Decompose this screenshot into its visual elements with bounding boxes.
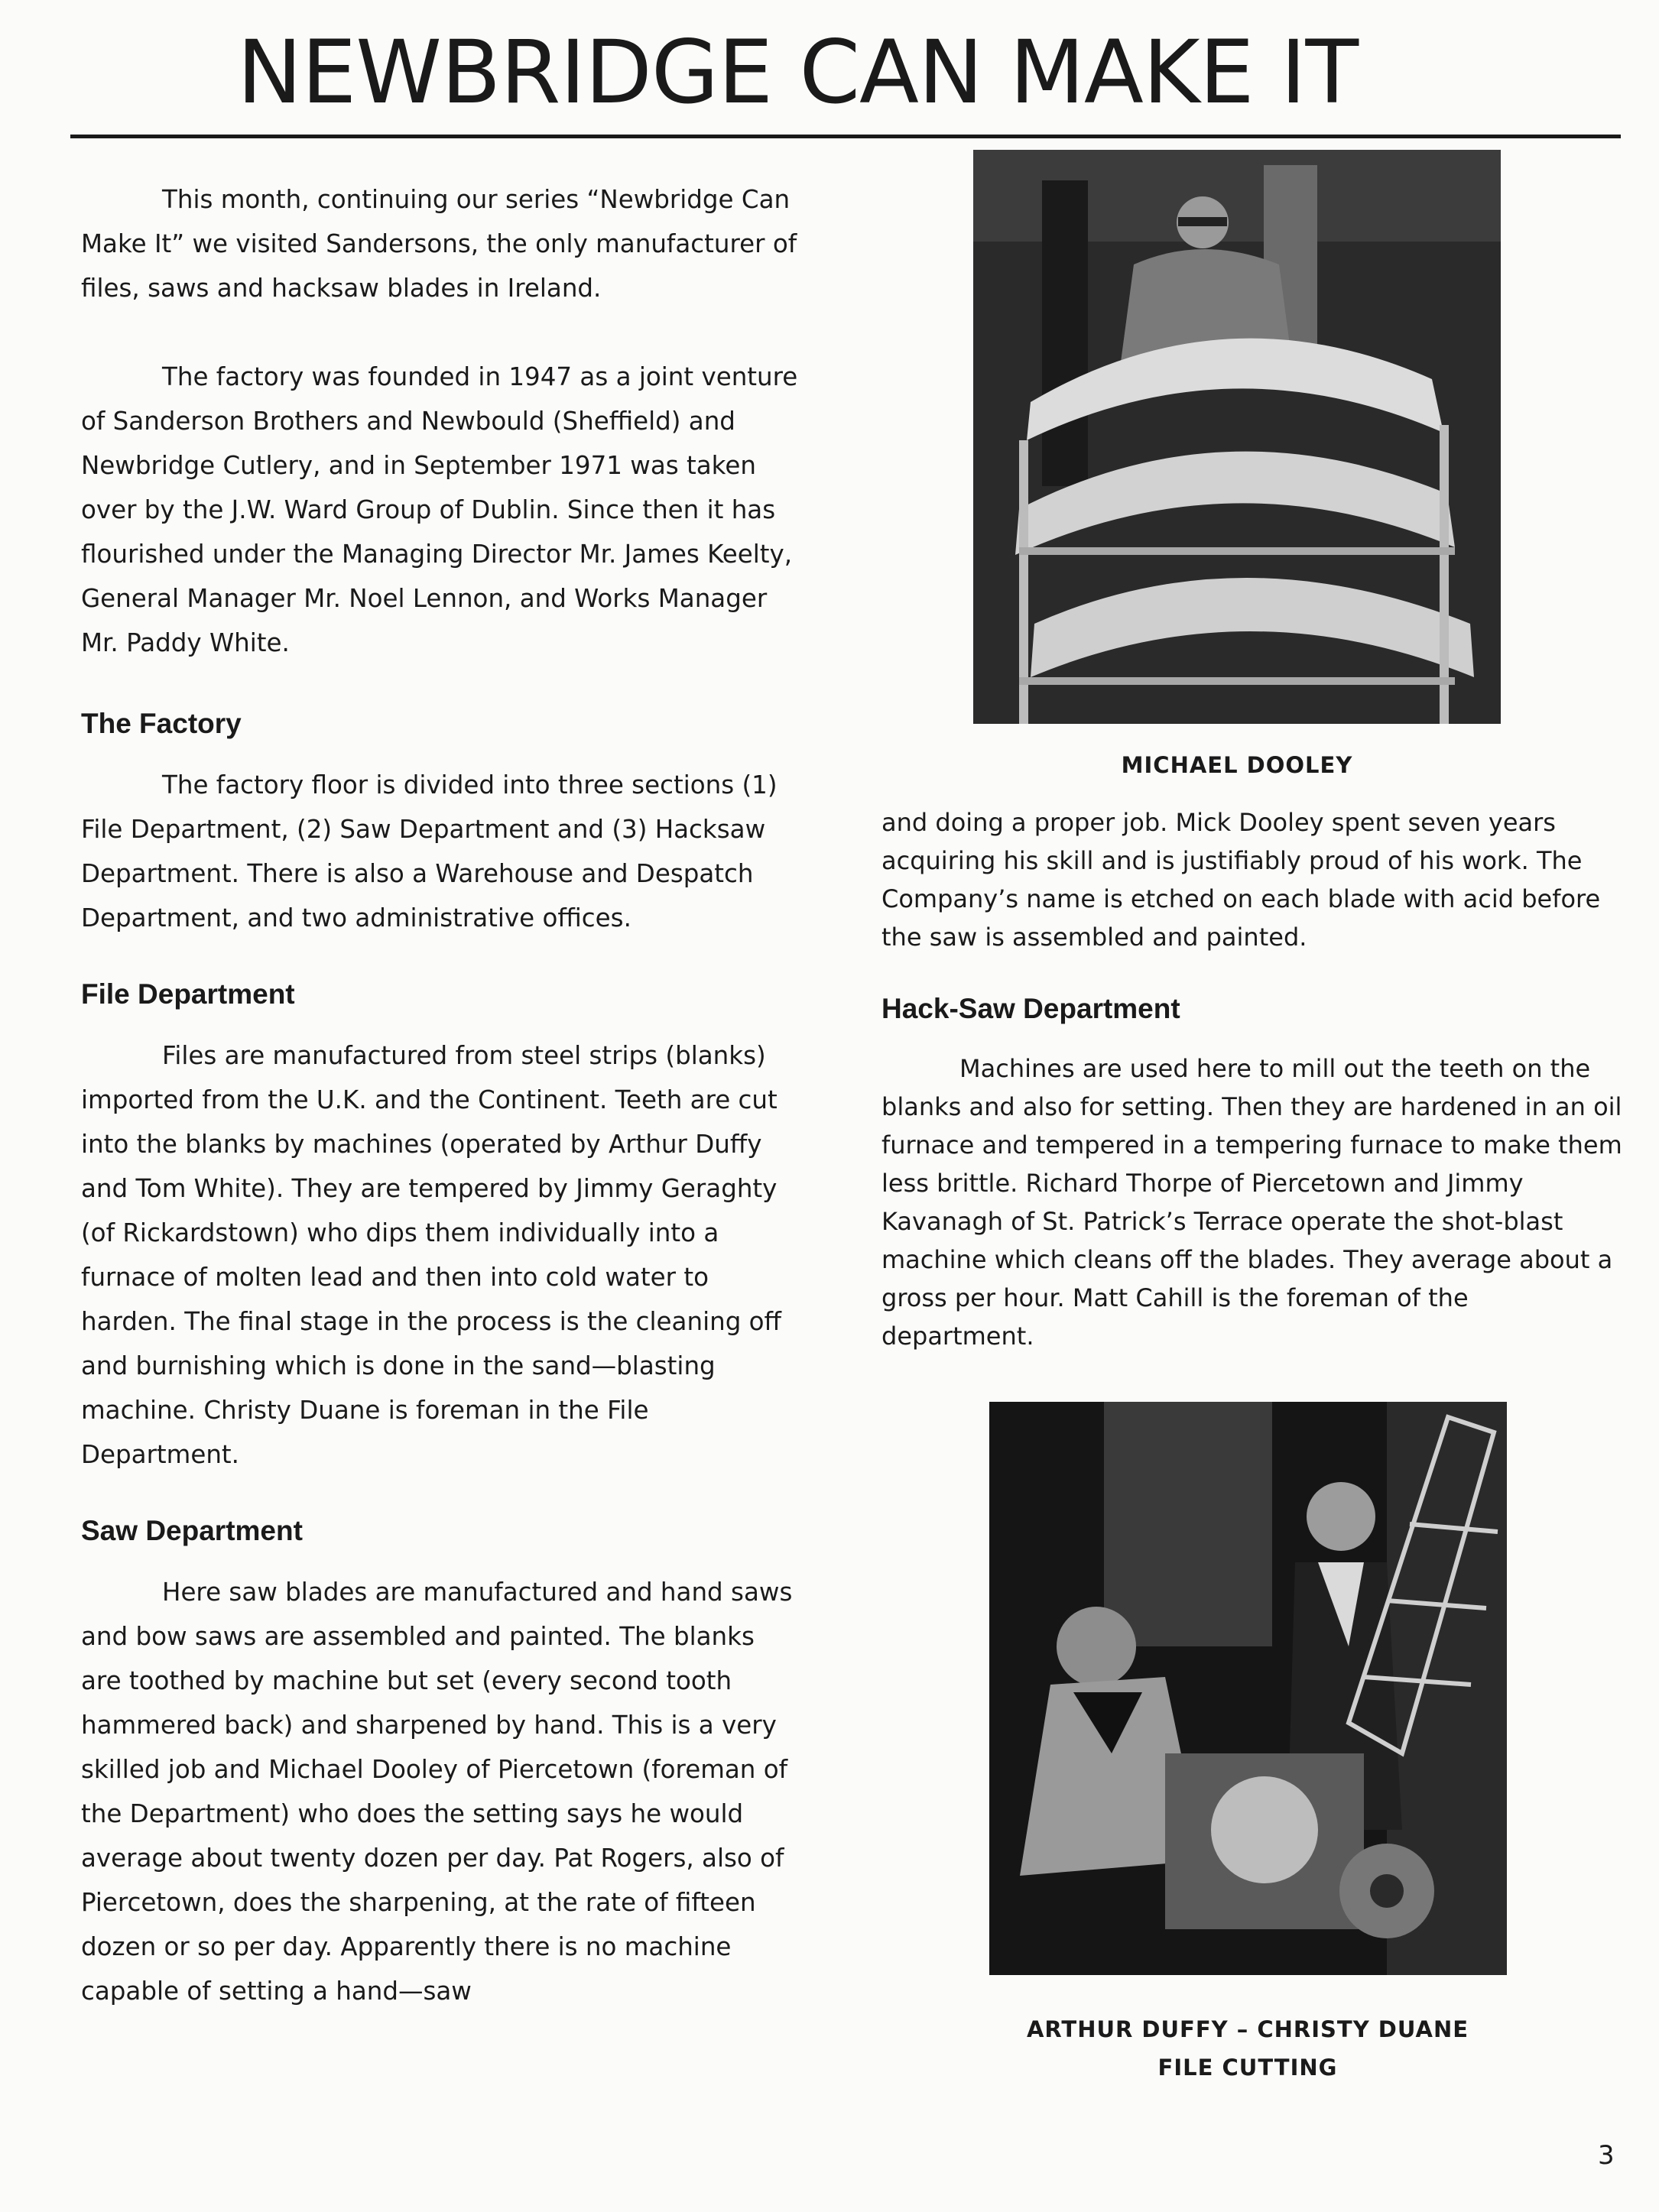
article-left-column [81,177,800,2013]
section-text-file-department: Files are manufactured from steel strips (blanks) imported from the U.K. and the Continent. Teeth are cut into the blanks by machines (operated by Arthur Duffy and Tom White). They are tempered by Jimmy Geraghty (of Rickardstown) who dips them individually into a furnace of molten lead and then into cold water to harden. The final stage in the process is the cleaning off and burnishing which is done in the sand—blasting machine. Christy Duane is foreman in the File Department. [81,1041,781,1469]
photo2-caption [942,2010,1553,2087]
photo-file-cutting [989,1402,1507,1975]
page-title: NEWBRIDGE CAN MAKE IT [237,21,1359,123]
section-heading-hacksaw-department: Hack-Saw Department [881,993,1180,1024]
section-heading-factory: The Factory [81,708,242,739]
photo2-caption-line2: FILE CUTTING [1157,2055,1338,2081]
intro-paragraph-2: The factory was founded in 1947 as a joint venture of Sanderson Brothers and Newbould (Sheffield) and Newbridge Cutlery, and in September 1971 was taken over by the J.W. Ward Group of Dublin. Since then it has flourished under the Managing Director Mr. James Keelty, General Manager Mr. Noel Lennon, and Works Manager Mr. Paddy White. [81,362,798,657]
title-rule [70,135,1621,138]
intro-paragraph-1: This month, continuing our series “Newbridge Can Make It” we visited Sandersons, the only manufacturer of files, saws and hacksaw blades in Ireland. [81,185,797,303]
section-heading-file-department: File Department [81,978,295,1010]
article-right-column [881,803,1627,1355]
section-heading-saw-department: Saw Department [81,1515,303,1546]
saw-department-continued: and doing a proper job. Mick Dooley spent seven years acquiring his skill and is justifiably proud of his work. The Company’s name is etched on each blade with acid before the saw is assembled and painted. [881,808,1601,952]
section-text-saw-department: Here saw blades are manufactured and hand saws and bow saws are assembled and painted. The blanks are toothed by machine but set (every second tooth hammered back) and sharpened by hand. This is a very skilled job and Michael Dooley of Piercetown (foreman of the Department) who does the setting says he would average about twenty dozen per day. Pat Rogers, also of Piercetown, does the sharpening, at the rate of fifteen dozen or so per day. Apparently there is no machine capable of setting a hand—saw [81,1578,793,2006]
page-number: 3 [1598,2140,1615,2171]
section-text-hacksaw-department: Machines are used here to mill out the teeth on the blanks and also for setting. Then they are hardened in an oil furnace and tempered in a tempering furnace to make them less brittle. Richard Thorpe of Piercetown and Jimmy Kavanagh of St. Patrick’s Terrace operate the shot-blast machine which cleans off the blades. They average about a gross per hour. Matt Cahill is the foreman of the department. [881,1054,1622,1351]
photo2-caption-line1: ARTHUR DUFFY – CHRISTY DUANE [1026,2016,1469,2042]
section-text-factory: The factory floor is divided into three sections (1) File Department, (2) Saw Department and (3) Hacksaw Department. There is also a Warehouse and Despatch Department, and two administrative offices. [81,770,778,932]
photo1-caption: MICHAEL DOOLEY [1121,752,1353,778]
photo-michael-dooley [973,150,1501,724]
